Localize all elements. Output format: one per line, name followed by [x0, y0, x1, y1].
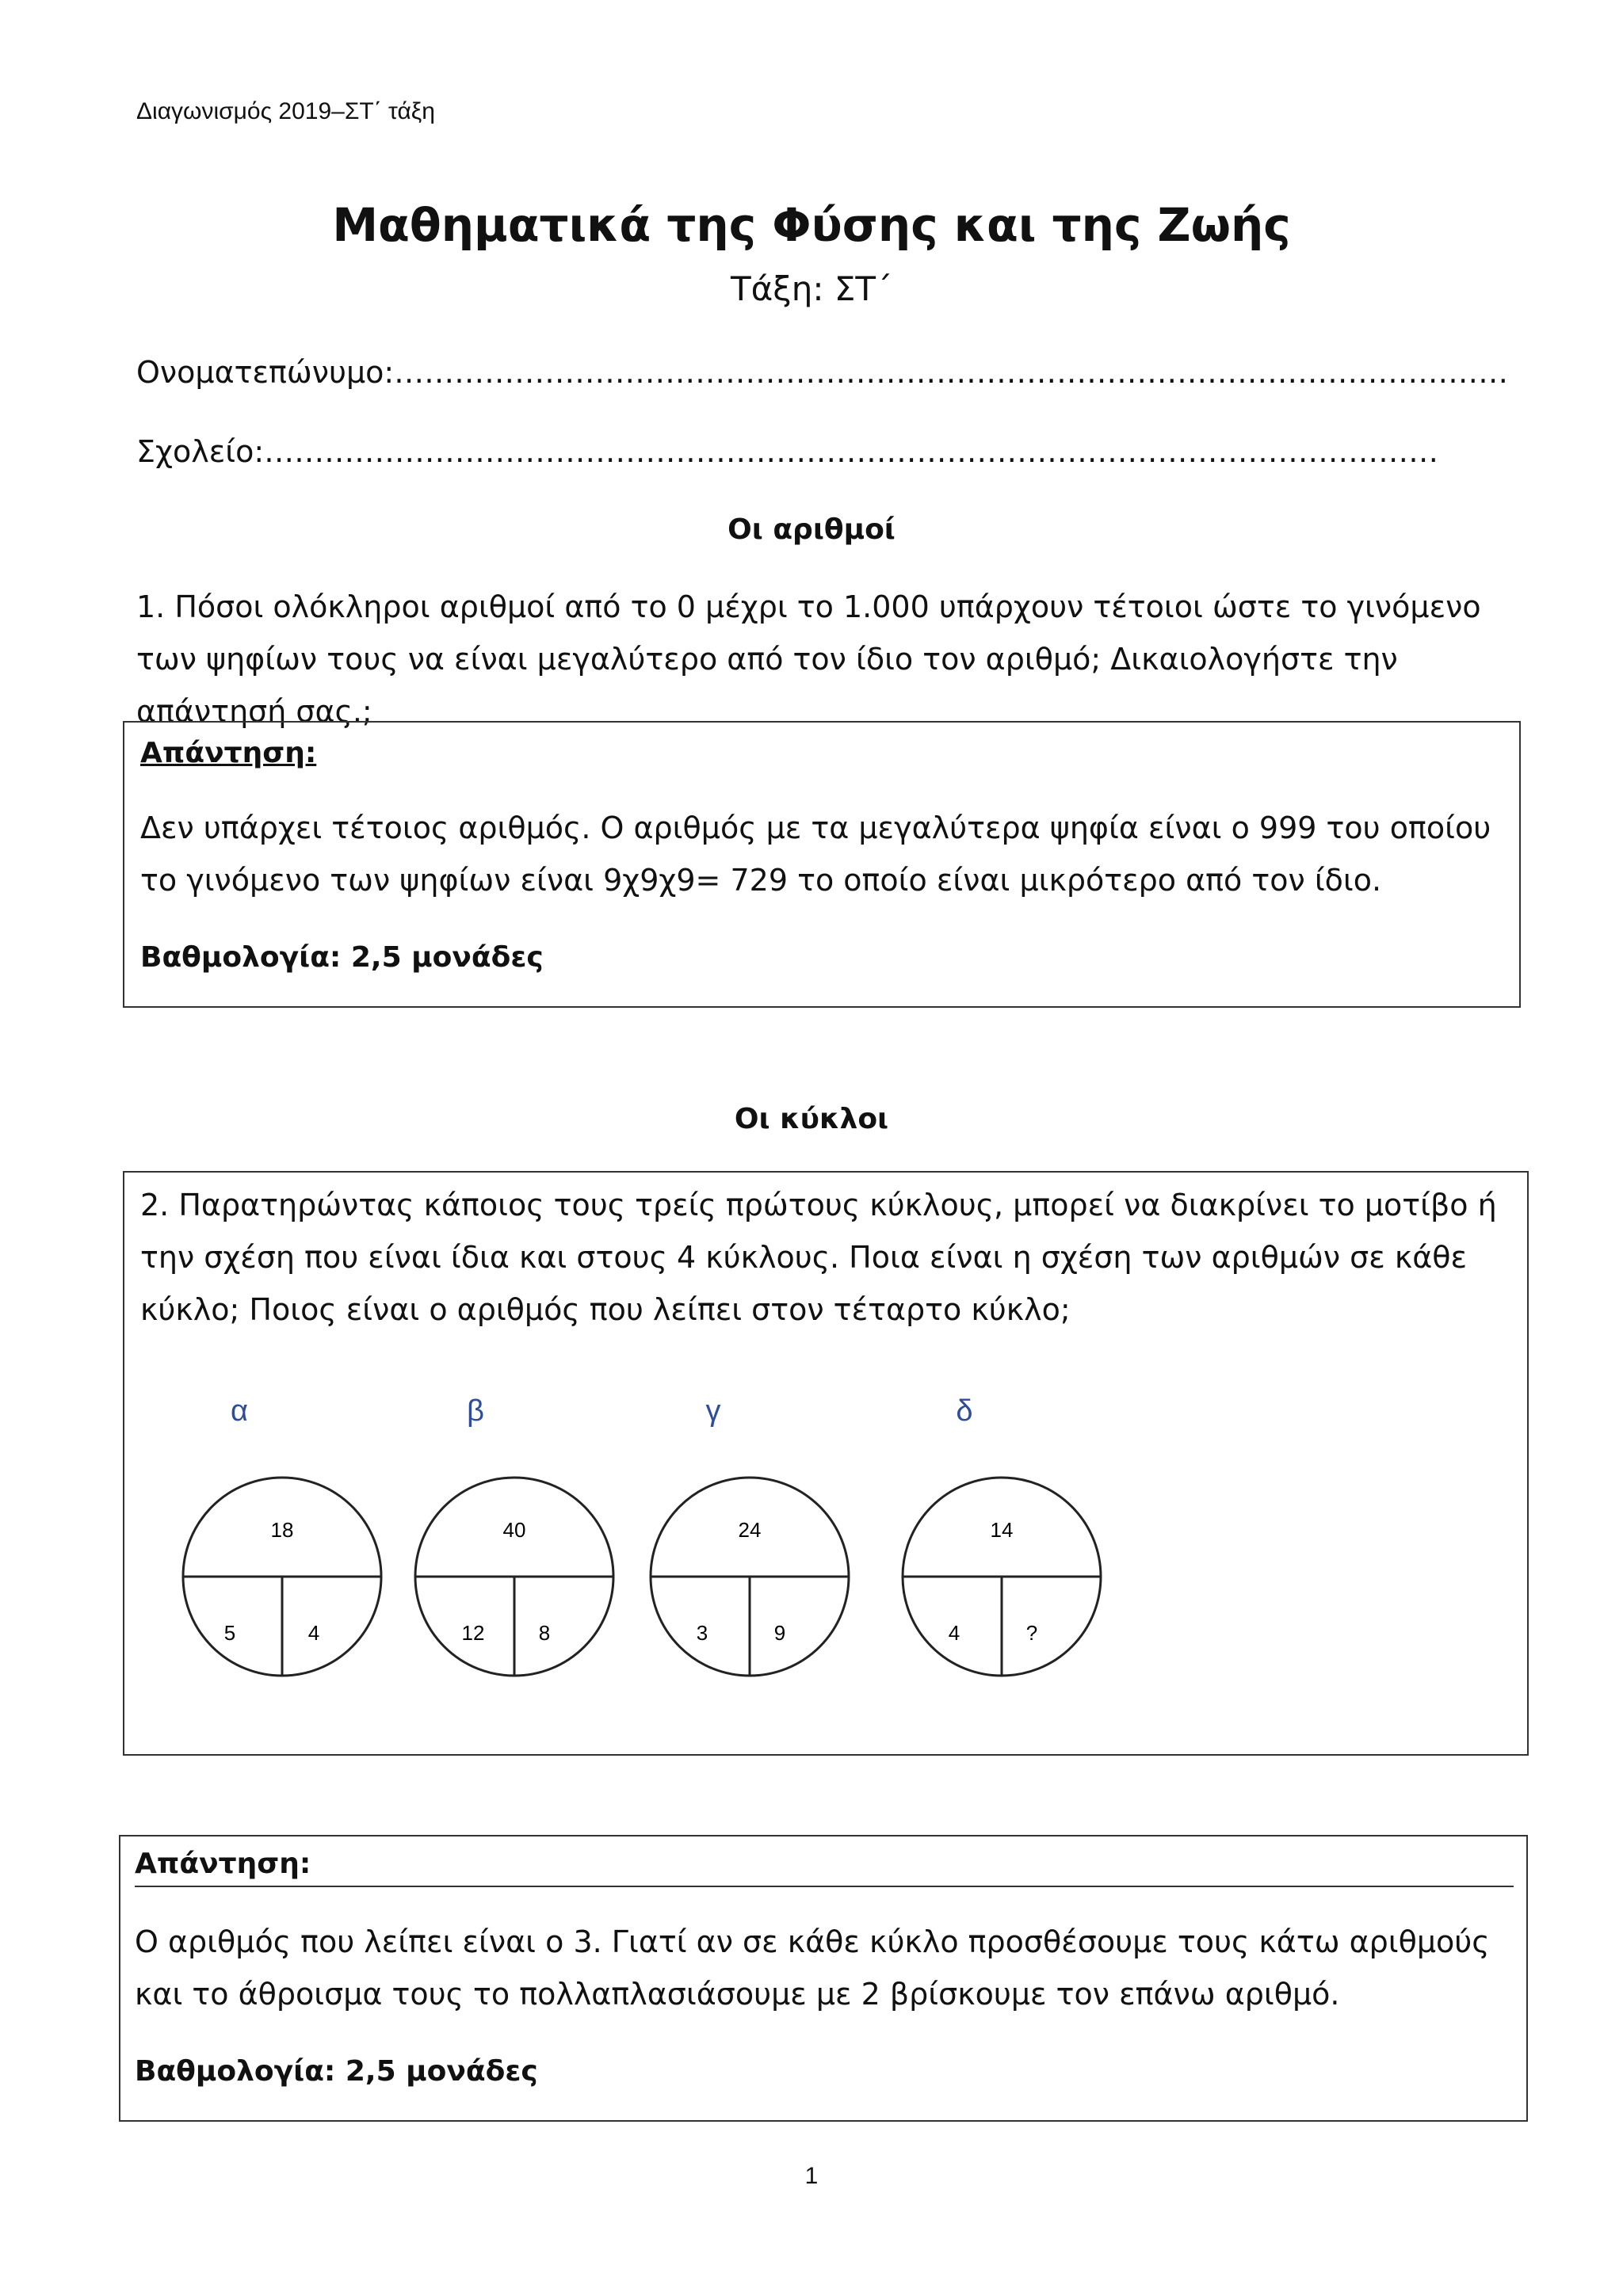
question-1: 1. Πόσοι ολόκληροι αριθμοί από το 0 μέχρι το 1.000 υπάρχουν τέτοιοι ώστε το γινόμενο των ψηφίων τους να είναι μεγαλύτερο από τον ίδιο τον αριθμό; Δικαιολογήστε την απάντησή σας.;: [136, 589, 1481, 729]
circle-delta-left: 4: [948, 1621, 960, 1645]
circle-alpha-right: 4: [307, 1621, 320, 1645]
answer-label-underline: [135, 1886, 1514, 1887]
answer-box-2: [119, 1835, 1528, 2122]
circle-gamma-right: 9: [773, 1621, 786, 1645]
circle-beta-left: 12: [461, 1621, 485, 1645]
circle-label-delta: δ: [956, 1394, 973, 1428]
answer-text-2: Ο αριθμός που λείπει είναι ο 3. Γιατί αν σε κάθε κύκλο προσθέσουμε τους κάτω αριθμούς και το άθροισμα τους το πολλαπλασιάσουμε με 2 βρίσκουμε τον επάνω αριθμό.: [135, 1924, 1490, 2012]
circle-gamma-top: 24: [738, 1518, 762, 1542]
circle-beta-top: 40: [502, 1518, 526, 1542]
circle-diagram: [124, 1173, 1527, 1754]
answer-label-2: Απάντηση:: [135, 1848, 311, 1880]
score-1: Βαθμολογία: 2,5 μονάδες: [140, 941, 544, 974]
question-box-2: [123, 1171, 1529, 1756]
circle-delta-top: 14: [990, 1518, 1014, 1542]
circle-beta-right: 8: [538, 1621, 551, 1645]
school-field: Σχολείο:………………………………………………………………………………………………………: [136, 434, 1439, 469]
section1-title: Οι αριθμοί: [727, 513, 896, 546]
page-title: Μαθηματικά της Φύσης και της Ζωής: [332, 198, 1291, 252]
circle-delta-right: ?: [1025, 1621, 1038, 1645]
answer-label-1: Απάντηση:: [140, 737, 317, 769]
answer-box-1: [123, 721, 1521, 1008]
section2-title: Οι κύκλοι: [734, 1103, 889, 1135]
header-note: Διαγωνισμός 2019–ΣΤ΄ τάξη: [136, 98, 435, 124]
circle-alpha-top: 18: [270, 1518, 294, 1542]
page-number: 1: [804, 2163, 819, 2189]
question-2: 2. Παρατηρώντας κάποιος τους τρείς πρώτους κύκλους, μπορεί να διακρίνει το μοτίβο ή την σχέση που είναι ίδια και στους 4 κύκλους. Ποια είναι η σχέση των αριθμών σε κάθε κύκλο; Ποιος είναι ο αριθμός που λείπει στον τέταρτο κύκλο;: [140, 1188, 1497, 1327]
circle-alpha-left: 5: [223, 1621, 236, 1645]
circle-label-beta: β: [467, 1394, 484, 1428]
circle-gamma-left: 3: [696, 1621, 708, 1645]
grade-subtitle: Τάξη: ΣΤ΄: [730, 269, 893, 308]
name-field: Ονοματεπώνυμο:…………………………………………………………………………………………………: [136, 355, 1509, 390]
circle-label-alpha: α: [231, 1394, 248, 1428]
answer-text-1: Δεν υπάρχει τέτοιος αριθμός. Ο αριθμός με τα μεγαλύτερα ψηφία είναι ο 999 του οποίου το γινόμενο των ψηφίων είναι 9χ9χ9= 729 το οποίο είναι μικρότερο από τον ίδιο.: [140, 810, 1491, 898]
score-2: Βαθμολογία: 2,5 μονάδες: [135, 2055, 538, 2088]
circle-label-gamma: γ: [705, 1394, 721, 1428]
